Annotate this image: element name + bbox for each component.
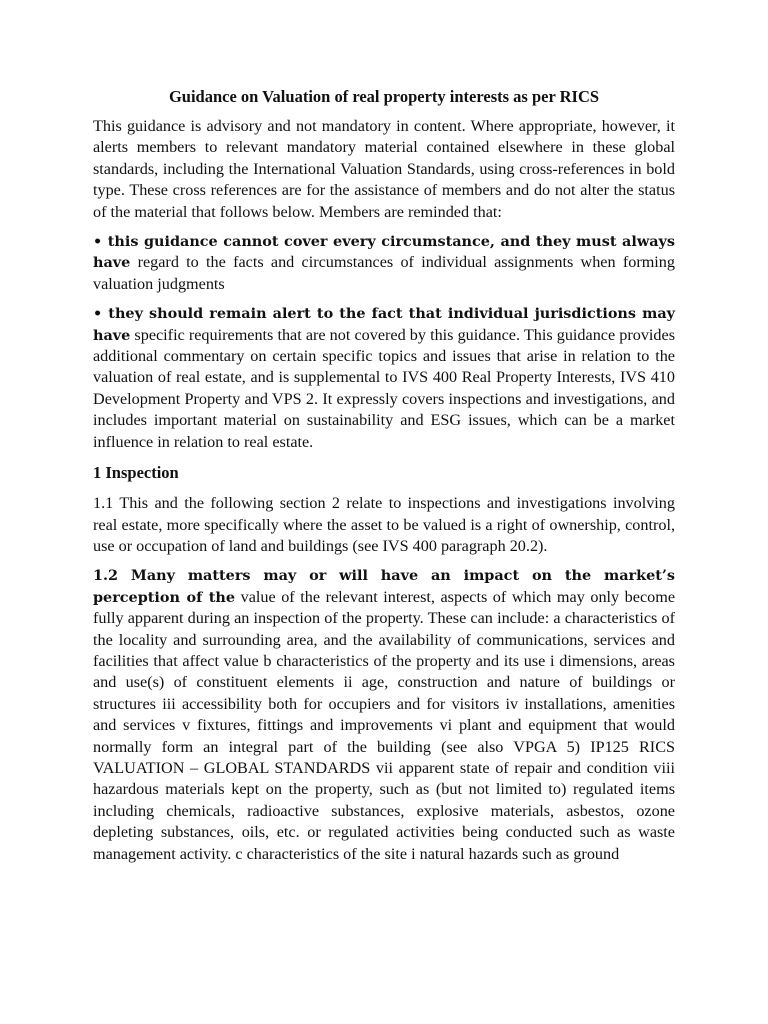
section-1-heading: 1 Inspection	[93, 463, 179, 483]
bullet-2-text: specific requirements that are not covered by this guidance. This guidance provides additional commentary on certain specific topics and issues that arise in relation to the valuation of real estate, and is supplemental to IVS 400 Real Property Interests, IVS 410 Development Property and VPS 2. It expressly covers inspections and investigations, and includes important material on sustainability and ESG issues, which can be a market influence in relation to real estate.	[93, 325, 675, 451]
paragraph-1-2-text: value of the relevant interest, aspects of which may only become fully apparent during an inspection of the property. These can include: a characteristics of the locality and surrounding area, and the availability of communications, services and facilities that affect value b characteristics of the property and its use i dimensions, areas and use(s) of constituent elements ii age, construction and nature of buildings or structures iii accessibility both for occupiers and for visitors iv installations, amenities and services v fixtures, fittings and improvements vi plant and equipment that would normally form an integral part of the building (see also VPGA 5) IP125 RICS VALUATION – GLOBAL STANDARDS vii apparent state of repair and condition viii hazardous materials kept on the property, such as (but not limited to) regulated items including chemicals, radioactive substances, explosive materials, asbestos, ozone depleting substances, oils, etc. or regulated activities being conducted such as waste management activity. c characteristics of the site i natural hazards such as ground	[93, 587, 676, 863]
bullet-paragraph-1	[93, 231, 675, 295]
bullet-2-lead: • they should remain alert to the fact that individual jurisdictions may have	[93, 305, 675, 344]
bullet-paragraph-2	[93, 303, 675, 453]
paragraph-1-2	[93, 565, 675, 865]
bullet-1-text: regard to the facts and circumstances of individual assignments when forming valuation judgments	[93, 253, 675, 293]
paragraph-1-2-lead: 1.2 Many matters may or will have an impact on the market’s perception of the	[93, 567, 675, 606]
bullet-1-lead: • this guidance cannot cover every circumstance, and they must always have	[93, 233, 675, 272]
document-title: Guidance on Valuation of real property interests as per RICS	[168, 87, 600, 106]
paragraph-1-1: 1.1 This and the following section 2 relate to inspections and investigations involving real estate, more specifically where the asset to be valued is a right of ownership, control, use or occupation of land and buildings (see IVS 400 paragraph 20.2).	[93, 494, 675, 555]
intro-paragraph: This guidance is advisory and not mandatory in content. Where appropriate, however, it alerts members to relevant mandatory material contained elsewhere in these global standards, including the International Valuation Standards, using cross-references in bold type. These cross references are for the assistance of members and do not alter the status of the material that follows below. Members are reminded that:	[93, 117, 675, 221]
